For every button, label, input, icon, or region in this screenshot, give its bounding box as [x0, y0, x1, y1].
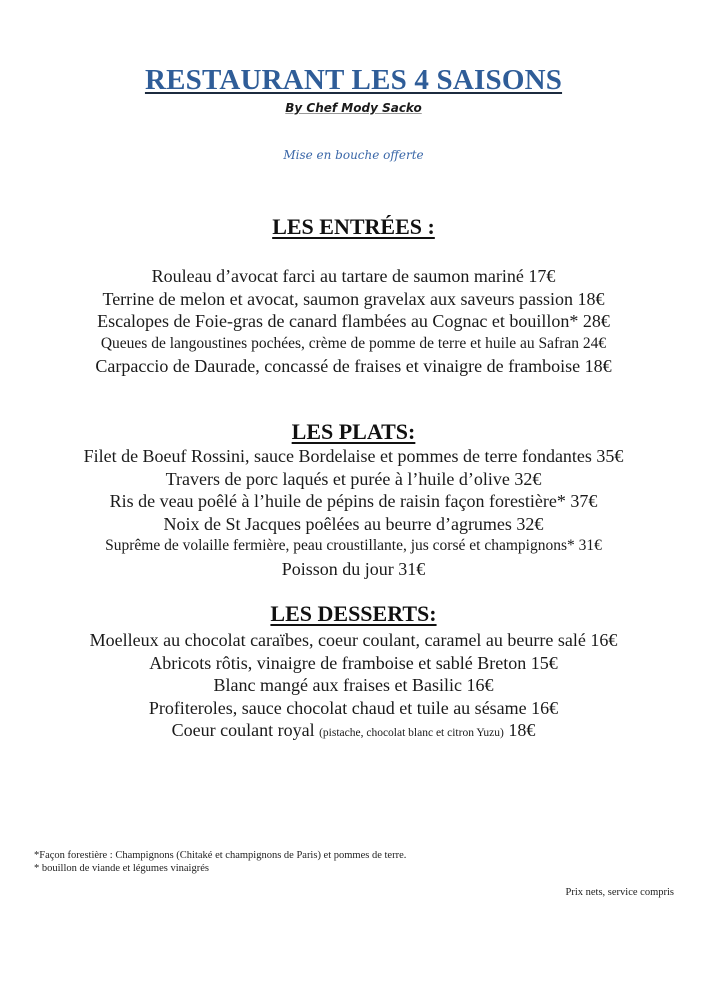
menu-item-name: Coeur coulant royal	[171, 720, 320, 740]
plats-list	[0, 445, 707, 580]
menu-item: Poisson du jour 31€	[281, 558, 426, 579]
desserts-heading: LES DESSERTS:	[270, 601, 437, 626]
menu-item: Blanc mangé aux fraises et Basilic 16€	[213, 675, 494, 695]
menu-item	[0, 719, 707, 745]
entrees-heading: LES ENTRÉES :	[272, 214, 435, 239]
plats-heading: LES PLATS:	[291, 419, 416, 444]
footnote: *Façon forestière : Champignons (Chitaké et champignons de Paris) et pommes de terre.	[34, 850, 407, 861]
menu-item: Queues de langoustines pochées, crème de pomme de terre et huile au Safran 24€	[100, 334, 607, 352]
menu-item-note: (pistache, chocolat blanc et citron Yuzu)	[319, 727, 504, 739]
menu-item: Filet de Boeuf Rossini, sauce Bordelaise et pommes de terre fondantes 35€	[83, 446, 624, 466]
menu-item: Escalopes de Foie-gras de canard flambées au Cognac et bouillon* 28€	[97, 311, 610, 331]
menu-item: Moelleux au chocolat caraïbes, coeur coulant, caramel au beurre salé 16€	[89, 630, 618, 650]
footnote: * bouillon de viande et légumes vinaigrés	[34, 863, 209, 874]
restaurant-title: RESTAURANT LES 4 SAISONS	[144, 64, 563, 96]
footnotes	[34, 849, 406, 875]
amuse-bouche-note: Mise en bouche offerte	[283, 148, 424, 162]
menu-item: Terrine de melon et avocat, saumon gravelax aux saveurs passion 18€	[102, 288, 605, 309]
menu-item: Profiteroles, sauce chocolat chaud et tuile au sésame 16€	[148, 697, 559, 718]
menu-item: Suprême de volaille fermière, peau croustillante, jus corsé et champignons* 31€	[105, 537, 602, 554]
prices-note: Prix nets, service compris	[565, 887, 674, 898]
menu-item: Travers de porc laqués et purée à l’huile d’olive 32€	[165, 468, 542, 489]
menu-item: Ris de veau poêlé à l’huile de pépins de raisin façon forestière* 37€	[109, 491, 598, 511]
entrees-list	[0, 265, 707, 378]
menu-item: Abricots rôtis, vinaigre de framboise et sablé Breton 15€	[149, 652, 558, 673]
desserts-list	[0, 629, 707, 745]
menu-item-price: 18€	[503, 720, 536, 740]
chef-byline: By Chef Mody Sacko	[285, 101, 422, 115]
menu-item: Rouleau d’avocat farci au tartare de saumon mariné 17€	[151, 266, 556, 286]
menu-item: Carpaccio de Daurade, concassé de fraises et vinaigre de framboise 18€	[95, 356, 612, 376]
menu-item: Noix de St Jacques poêlées au beurre d’agrumes 32€	[163, 513, 544, 534]
